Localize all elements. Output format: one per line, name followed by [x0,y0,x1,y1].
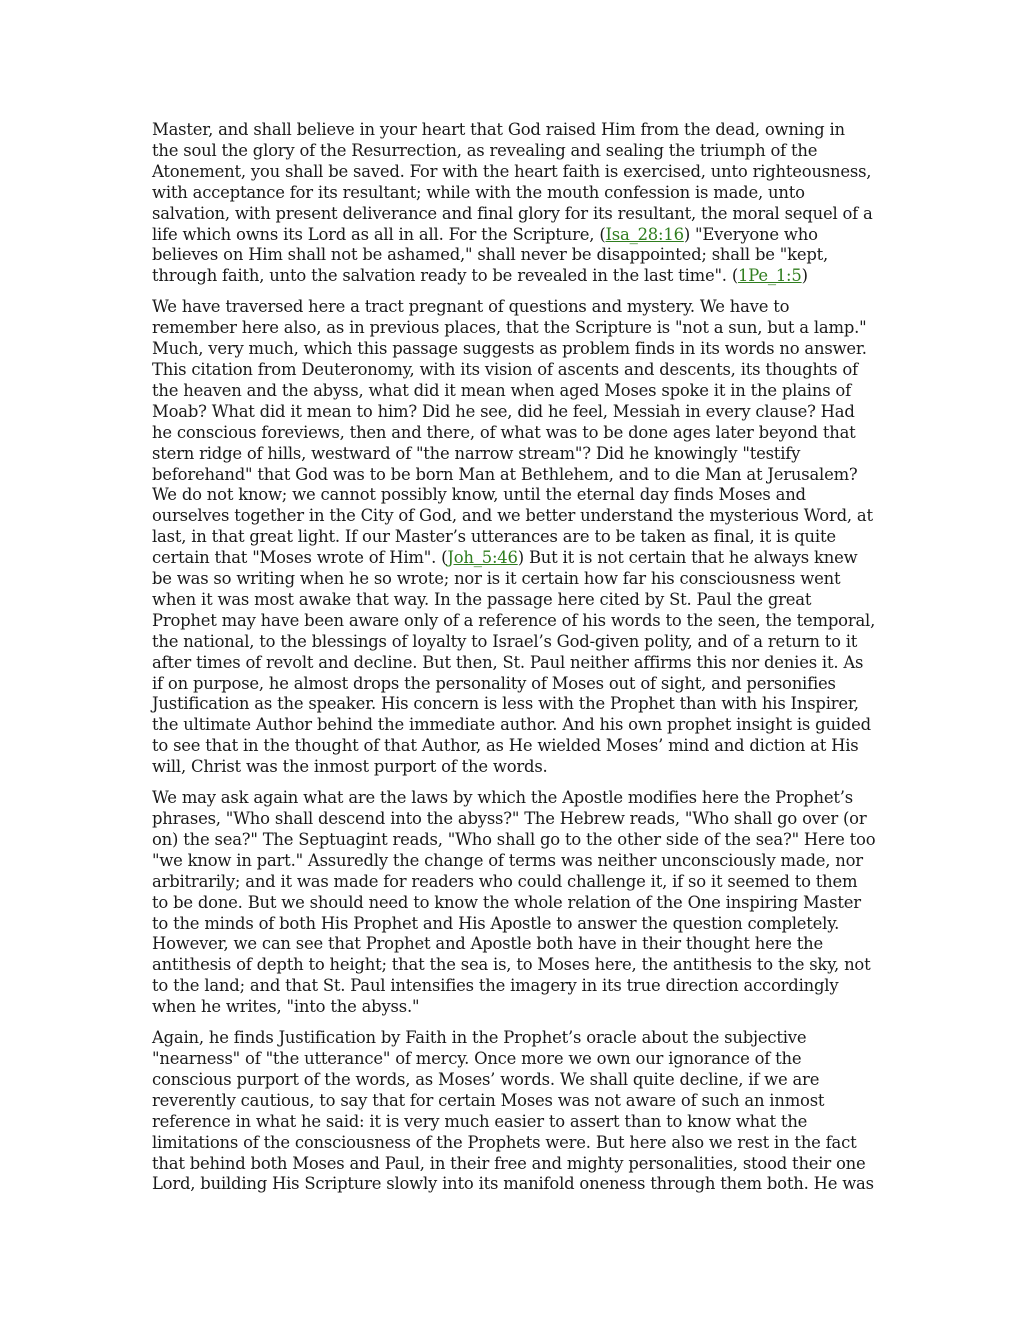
paragraph-3 [152,788,876,1018]
scripture-reference-link[interactable]: Isa_28:16 [605,224,684,244]
paragraph-text: We may ask again what are the laws by which the Apostle modifies here the Prophet’s phrases, "Who shall descend into the abyss?" The Hebrew reads, "Who shall go over (or on) the sea?" The Septuagint reads, "Who shall go to the other side of the sea?" Here too "we know in part." Assuredly the change of terms was neither unconsciously made, nor arbitrarily; and it was made for readers who could challenge it, if so it seemed to them to be done. But we should need to know the whole relation of the One inspiring Master to the minds of both His Prophet and His Apostle to answer the question completely. However, we can see that Prophet and Apostle both have in their thought here the antithesis of depth to height; that the sea is, to Moses here, the antithesis to the sky, not to the land; and that St. Paul intensifies the imagery in its true direction accordingly when he writes, "into the abyss." [152,788,876,1017]
paragraph-text: We have traversed here a tract pregnant of questions and mystery. We have to remember here also, as in previous places, that the Scripture is "not a sun, but a lamp." Much, very much, which this passage suggests as problem finds in its words no answer. This citation from Deuteronomy, with its vision of ascents and descents, its thoughts of the heaven and the abyss, what did it mean when aged Moses spoke it in the plains of Moab? What did it mean to him? Did he see, did he feel, Messiah in every clause? Had he conscious foreviews, then and there, of what was to be done ages later beyond that stern ridge of hills, westward of "the narrow stream"? Did he knowingly "testify beforehand" that God was to be born Man at Bethlehem, and to die Man at Jerusalem? We do not know; we cannot possibly know, until the eternal day finds Moses and ourselves together in the City of God, and we better understand the mysterious Word, at last, in that great light. If our Master’s utterances are to be taken as final, it is quite certain that "Moses wrote of Him". ( [152,297,873,568]
document-body [152,120,876,1205]
paragraph-text: ) [801,266,808,286]
paragraph-2 [152,297,876,778]
paragraph-text: ) "Everyone who believes on Him shall not be ashamed," shall never be disappointed; shall be "kept, through faith, unto the salvation ready to be revealed in the last time". ( [152,224,829,286]
paragraph-text: ) But it is not certain that he always knew be was so writing when he so wrote; nor is it certain how far his consciousness went when it was most awake that way. In the passage here cited by St. Paul the great Prophet may have been aware only of a reference of his words to the seen, the temporal, the national, to the blessings of loyalty to Israel’s God-given polity, and of a return to it after times of revolt and decline. But then, St. Paul neither affirms this nor denies it. As if on purpose, he almost drops the personality of Moses out of sight, and personifies Justification as the speaker. His concern is less with the Prophet than with his Inspirer, the ultimate Author behind the immediate author. And his own prophet insight is guided to see that in the thought of that Author, as He wielded Moses’ mind and diction at His will, Christ was the inmost purport of the words. [152,548,876,777]
scripture-reference-link[interactable]: 1Pe_1:5 [738,266,802,286]
paragraph-text: Again, he finds Justification by Faith in the Prophet’s oracle about the subjective "nearness" of "the utterance" of mercy. Once more we own our ignorance of the conscious purport of the words, as Moses’ words. We shall quite decline, if we are reverently cautious, to say that for certain Moses was not aware of such an inmost reference in what he said: it is very much easier to assert than to know what the limitations of the consciousness of the Prophets were. But here also we rest in the fact that behind both Moses and Paul, in their free and mighty personalities, stood their one Lord, building His Scripture slowly into its manifold oneness through them both. He was [152,1028,874,1194]
paragraph-text: Master, and shall believe in your heart that God raised Him from the dead, owning in the soul the glory of the Resurrection, as revealing and sealing the triumph of the Atonement, you shall be saved. For with the heart faith is exercised, unto righteousness, with acceptance for its resultant; while with the mouth confession is made, unto salvation, with present deliverance and final glory for its resultant, the moral sequel of a life which owns its Lord as all in all. For the Scripture, ( [152,120,873,244]
paragraph-4 [152,1028,876,1195]
scripture-reference-link[interactable]: Joh_5:46 [447,548,518,568]
paragraph-1 [152,120,876,287]
